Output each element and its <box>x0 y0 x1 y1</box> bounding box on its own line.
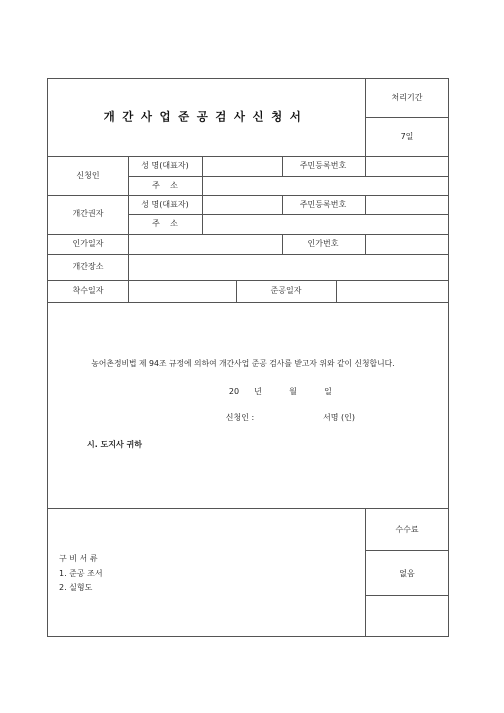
right-holder-address-field[interactable] <box>203 215 448 234</box>
applicant-sign-label: 신청인 : <box>225 413 255 422</box>
application-statement: 농어촌정비법 제 94조 규정에 의하여 개간사업 준공 검사를 받고자 위와 같이 신청합니다. <box>91 359 395 369</box>
applicant-id-field[interactable] <box>366 157 448 176</box>
right-holder-id-label: 주민등록번호 <box>299 200 347 209</box>
applicant-address-field[interactable] <box>203 177 448 195</box>
form-title: 개간사업준공검사신청서 <box>103 109 309 124</box>
attachments-heading: 구 비 서 류 <box>59 554 98 563</box>
start-date-label: 착수일자 <box>72 286 104 295</box>
date-month-unit: 월 <box>289 387 297 396</box>
applicant-address-label: 주 소 <box>152 181 178 190</box>
location-field[interactable] <box>129 255 448 280</box>
applicant-label: 신청인 <box>76 171 100 180</box>
right-holder-address-label: 주 소 <box>152 219 178 228</box>
completion-date-label: 준공일자 <box>270 286 302 295</box>
processing-period-value: 7일 <box>400 132 414 141</box>
attachment-item: 1. 준공 조서 <box>59 569 103 578</box>
start-date-field[interactable] <box>129 281 236 302</box>
date-year-unit: 년 <box>254 387 262 396</box>
permit-date-label: 인가일자 <box>72 239 104 248</box>
applicant-id-label: 주민등록번호 <box>299 161 347 170</box>
processing-period-label: 처리기간 <box>391 93 423 102</box>
applicant-name-field[interactable] <box>203 157 282 176</box>
location-label: 개간장소 <box>72 262 104 271</box>
signature-seal-label: 서명 (인) <box>323 413 355 422</box>
attachment-item: 2. 실형도 <box>59 583 93 592</box>
applicant-name-label: 성 명(대표자) <box>141 161 189 170</box>
right-holder-id-field[interactable] <box>366 196 448 214</box>
fee-value: 없음 <box>399 569 415 578</box>
fee-label: 수수료 <box>395 525 419 534</box>
completion-date-field[interactable] <box>337 281 448 302</box>
permit-number-field[interactable] <box>366 235 448 254</box>
recipient-label: 시. 도지사 귀하 <box>87 440 142 449</box>
permit-date-field[interactable] <box>129 235 282 254</box>
right-holder-name-field[interactable] <box>203 196 282 214</box>
date-day-unit: 일 <box>324 387 332 396</box>
right-holder-label: 개간권자 <box>72 209 104 218</box>
right-holder-name-label: 성 명(대표자) <box>141 200 189 209</box>
permit-number-label: 인가번호 <box>307 239 339 248</box>
date-year: 20 <box>228 387 240 396</box>
